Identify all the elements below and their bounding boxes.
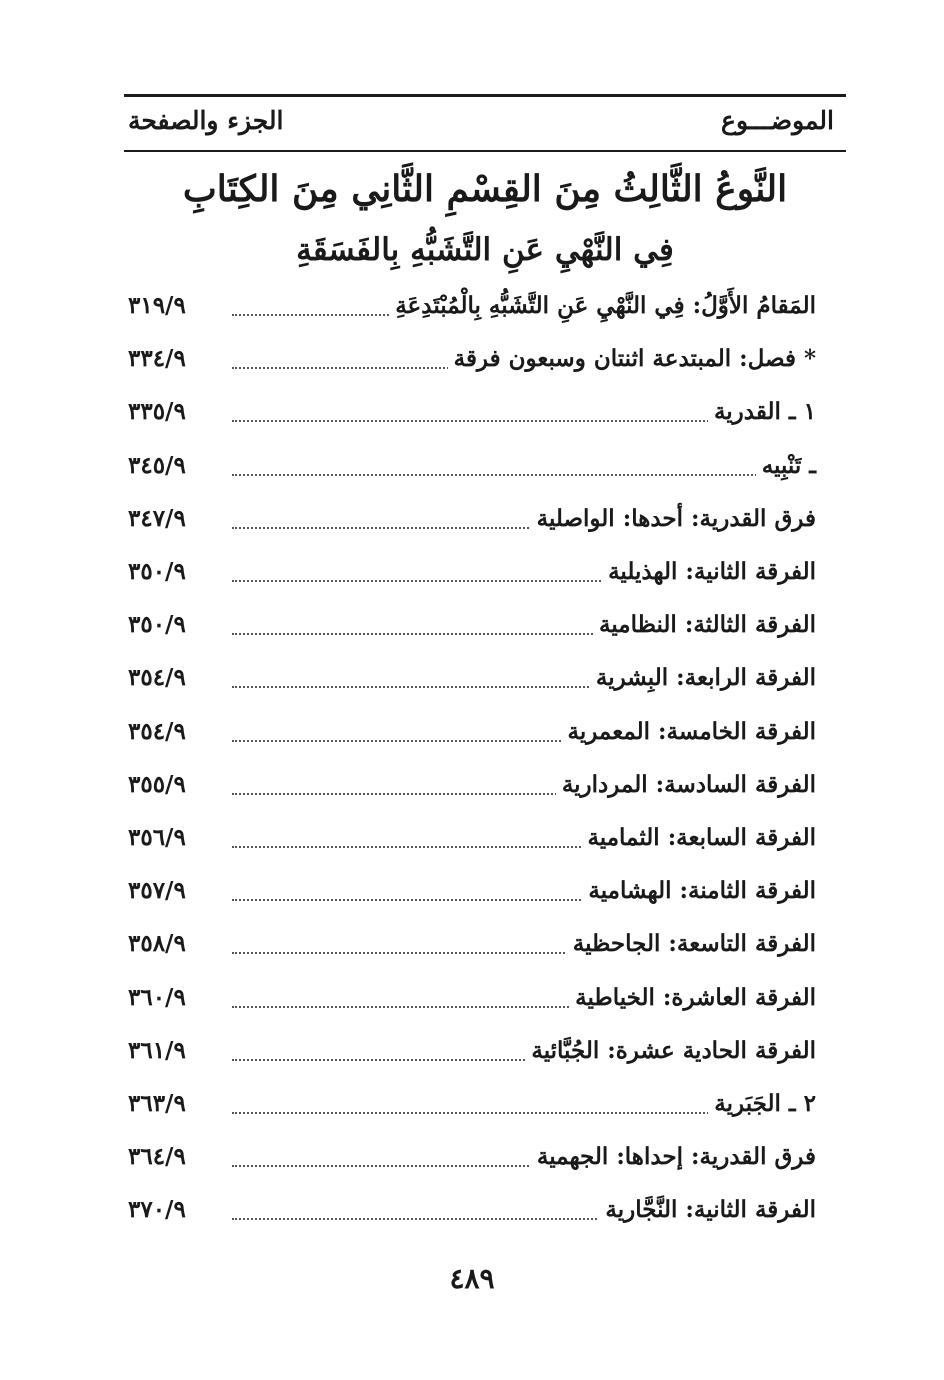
- toc-entry-label: الفرقة الحادية عشرة: الجُبَّائية: [525, 1037, 816, 1064]
- toc-entry-label: المَقامُ الأَوَّلُ: فِي النَّهْيِ عَنِ التَّشَبُّهِ بِالْمُبْتَدِعَةِ: [389, 292, 816, 319]
- leader-dots: [232, 474, 816, 476]
- toc-entry: [124, 1090, 846, 1130]
- toc-entry-page: ٣٤٧/٩: [128, 505, 186, 532]
- toc-entry-label: الفرقة السابعة: الثمامية: [581, 824, 816, 851]
- toc-entry-page: ٣٣٤/٩: [128, 345, 186, 372]
- toc-entry-page: ٣٥٦/٩: [128, 824, 186, 851]
- toc-entry-label: الفرقة الخامسة: المعمرية: [562, 718, 817, 745]
- toc-entry-page: ٣٦١/٩: [128, 1037, 186, 1064]
- toc-entry-label: فرق القدرية: إحداها: الجهمية: [531, 1143, 816, 1170]
- toc-entry-page: ٣٦٠/٩: [128, 984, 186, 1011]
- toc-entry: [124, 877, 846, 917]
- toc-entry: [124, 984, 846, 1024]
- toc-entry-label: فرق القدرية: أحدها: الواصلية: [531, 505, 816, 532]
- toc-entry-page: ٣٥٤/٩: [128, 718, 186, 745]
- toc-entry: [124, 824, 846, 864]
- toc-entry-page: ٣٣٥/٩: [128, 398, 186, 425]
- toc-entry: [124, 664, 846, 704]
- toc-entry-label: الفرقة السادسة: المردارية: [556, 771, 816, 798]
- toc-entry-label: * فصل: المبتدعة اثنتان وسبعون فرقة: [448, 345, 816, 372]
- topic-header: الموضـــوع: [721, 106, 834, 135]
- toc-entry: [124, 718, 846, 758]
- toc-entry-page: ٣٥٥/٩: [128, 771, 186, 798]
- toc-entry-label: الفرقة التاسعة: الجاحظية: [567, 930, 816, 957]
- page-number: ٤٨٩: [449, 1262, 495, 1295]
- top-rule: [124, 94, 846, 97]
- toc-entry: [124, 505, 846, 545]
- section-title-line1: النَّوعُ الثَّالِثُ مِنَ القِسْمِ الثَّانِي مِنَ الكِتَابِ: [182, 168, 788, 210]
- toc-entry-label: الفرقة الرابعة: البِشرية: [590, 664, 816, 691]
- toc-entry-page: ٣٥٠/٩: [128, 611, 186, 638]
- toc-entry: [124, 771, 846, 811]
- toc-entry-label: ١ ـ القدرية: [708, 398, 816, 425]
- toc-entry-page: ٣٦٣/٩: [128, 1090, 186, 1117]
- toc-entry-page: ٣٥٨/٩: [128, 930, 186, 957]
- toc-entry-page: ٣٥٧/٩: [128, 877, 186, 904]
- toc-entry-page: ٣٤٥/٩: [128, 452, 186, 479]
- toc-entry-page: ٣٦٤/٩: [128, 1143, 186, 1170]
- toc-entry-page: ٣١٩/٩: [128, 292, 186, 319]
- toc-entry-label: الفرقة الثالثة: النظامية: [593, 611, 816, 638]
- toc-entry-label: ٢ ـ الجَبَرية: [708, 1090, 816, 1117]
- part-page-header: الجزء والصفحة: [128, 106, 284, 135]
- toc-entry: [124, 611, 846, 651]
- toc-entry-page: ٣٥٤/٩: [128, 664, 186, 691]
- toc-entry-label: الفرقة الثانية: الهذيلية: [602, 558, 816, 585]
- toc-entry: [124, 452, 846, 492]
- toc-entry-page: ٣٥٠/٩: [128, 558, 186, 585]
- toc-entry: [124, 1196, 846, 1236]
- toc-entry: [124, 930, 846, 970]
- toc-entry: [124, 292, 846, 332]
- toc-entry-label: الفرقة الثانية: النَّجَّارية: [599, 1196, 816, 1223]
- toc-entry-label: ـ تَنْبِيه: [756, 452, 816, 479]
- toc-entry: [124, 558, 846, 598]
- toc-entry: [124, 1143, 846, 1183]
- toc-entry-page: ٣٧٠/٩: [128, 1196, 186, 1223]
- header-rule: [124, 150, 846, 152]
- toc-entry: [124, 1037, 846, 1077]
- toc-entry: [124, 345, 846, 385]
- toc-entry-label: الفرقة العاشرة: الخياطية: [569, 984, 816, 1011]
- section-title-line2: فِي النَّهْيِ عَنِ التَّشَبُّهِ بِالفَسَقَةِ: [296, 232, 674, 268]
- toc-entry-label: الفرقة الثامنة: الهشامية: [582, 877, 816, 904]
- toc-entry: [124, 398, 846, 438]
